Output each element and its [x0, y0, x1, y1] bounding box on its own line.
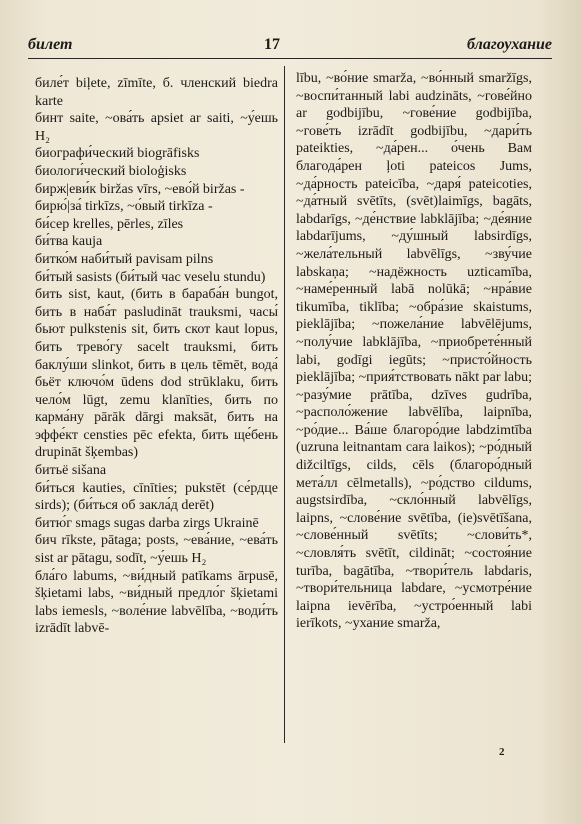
dictionary-entry: би́сер krelles, pērles, zīles [35, 216, 184, 232]
header-rule [28, 58, 552, 59]
dictionary-entry: lību, ~во́ние smarža, ~во́нный smaržīgs, ~воспи́танный labi audzināts, ~гове́йно ar godbijību, ~гове́ние godbijība, ~гове́ть izrādīt godbijību, ~дари́ть pateikties, ~да́рен... о́чень Вам благода́рен ļoti pateicos Jums, ~да́рность pateicība, ~даря́ pateicoties, ~да́тный svētīts, (svēt)laimīgs, bagāts, labdarīgs, ~де́нствие labklājība; ~де́яние labdarījums, ~ду́шный labsirdīgs, ~жела́тельный labvēlīgs, ~зву́чие labskaņa; ~надёжность uzticamība, ~наме́ренный labā nolūkā; ~нра́вие tikumība, tiklība; ~обра́зие skaistums, pieklājība; ~пожела́ние labvēlējums, ~полу́чие labklājība, ~приобрете́нный labi, godīgi iegūts; ~присто́йность pieklājība; ~прия́тствовать nākt par labu; ~разу́мие prātība, dzīves gudrība, ~располо́жение labvēlība, laipnība, ~ро́дие... Ва́ше благоро́дие labdzimtība (uzruna leitnantam cara laikos); ~ро́дный dižciltīgs, cilds, cēls (благоро́дный мета́лл cēlmetalls), ~ро́дство cildums, augstsirdība, ~скло́нный labvēlīgs, laipns, ~слове́ние svētība, (ie)svētīšana, ~слове́нный svētīts; ~слови́ть*, ~словля́ть svētīt, cildināt; ~состоя́ние turība, bagātība, ~твори́тель labdaris, ~твори́тельница labdare, ~усмотре́ние laipna ievērība, ~устро́енный labi ierīkots, ~ухание smarža, [296, 71, 532, 632]
dictionary-entry: бить sist, kaut, (бить в бараба́н bungot, бить в наба́т pasludināt trauksmi, часы́ бьют pulkstenis sit, бить скот kaut lopus, бить трево́гу sacelt trauksmi, бить баклу́ши slinkot, бить в цель tēmēt, вода́ бьёт ключо́м ūdens dod strūklaku, бить чело́м lūgt, zemu klanīties, бить по карма́ну pārāk dārgi maksāt, бить на эффе́кт censties pēc efekta, бить ще́бень drupināt šķembas) [35, 287, 278, 461]
left-column [35, 75, 278, 638]
dictionary-entry: битко́м наби́тый pavisam pilns [35, 251, 214, 267]
dictionary-entry: биле́т biļete, zīmīte, б. членский biedra karte [35, 76, 278, 109]
dictionary-entry: биологи́ческий bioloģisks [35, 163, 187, 179]
column-divider [284, 66, 285, 743]
header-right-guideword: благоухание [467, 36, 552, 53]
dictionary-entry: би́ться kauties, cīnīties; pukstēt (се́рдце sirds); (би́ться об закла́д derēt) [35, 480, 278, 514]
dictionary-entry: бла́го labums, ~ви́дный patīkams ārpusē, šķietami labs, ~ви́дный предло́г šķietami labs iemesls, ~воле́ние labvēlība, ~води́ть izrādīt labvē- [35, 568, 278, 637]
signature-mark: 2 [499, 746, 505, 758]
page-header [28, 34, 552, 56]
right-column [296, 70, 532, 633]
dictionary-entry: би́тый sasists (би́тый час veselu stundu) [35, 269, 266, 285]
dictionary-entry: бич rīkste, pātaga; posts, ~ева́ние, ~ева́ть sist ar pātagu, sodīt, ~у́ешь H₂ [35, 533, 278, 567]
dictionary-entry: битю́г smags sugas darba zirgs Ukrainē [35, 515, 259, 531]
dictionary-entry: битьё sišana [35, 463, 107, 479]
page-number: 17 [264, 36, 280, 53]
dictionary-entry: би́тва kauja [35, 234, 103, 250]
dictionary-entry: биографи́ческий biogrāfisks [35, 146, 200, 162]
dictionary-entry: бирю́|за́ tirkīzs, ~о́вый tirkīza - [35, 199, 213, 215]
dictionary-entry: бинт saite, ~ова́ть apsiet ar saiti, ~у́ешь H₂ [35, 111, 278, 144]
dictionary-entry: бирж|еви́к biržas vīrs, ~ево́й biržas - [35, 181, 245, 197]
header-left-guideword: билет [28, 36, 73, 53]
